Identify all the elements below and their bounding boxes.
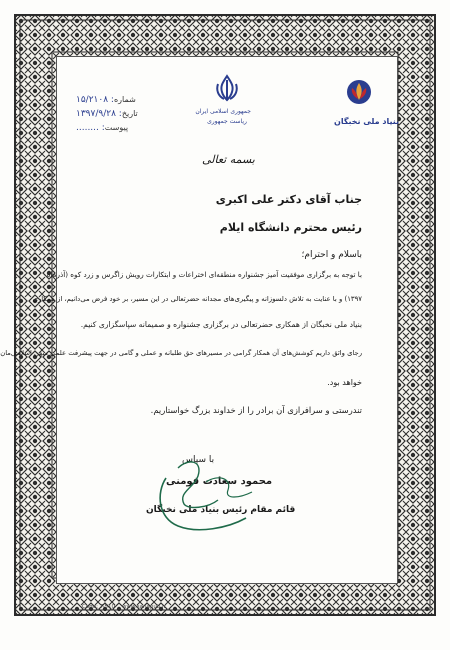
foundation-logo-icon [344, 78, 374, 112]
presidency-name: ریاست جمهوری [207, 118, 247, 125]
letter-number: شماره: ۱۵/۲۱۰۸ [76, 95, 136, 105]
signer-name: محمود سعادت فومنی [166, 476, 273, 487]
handwritten-signature [148, 448, 268, 538]
recipient-title: رئیس محترم دانشگاه ایلام [219, 221, 362, 234]
letter-attachment: پیوست: ........ [76, 123, 129, 133]
foundation-name: بنیاد ملی نخبگان [334, 117, 400, 126]
body-line-4: رجای واثق داریم کوشش‌های آن همکار گرامی در مسیر‌های حق طلبانه و عملی و گامی در جهت پیشرفت علمی میهن اسلامی‌مان [0, 349, 362, 357]
letter-date: تاریخ: ۱۳۹۷/۹/۲۸ [76, 109, 138, 119]
body-line-3: بنیاد ملی نخبگان از همکاری حضرتعالی در برگزاری جشنواره و صمیمانه سپاسگزاری کنیم. [80, 320, 362, 329]
bismillah: بسمه تعالی [202, 153, 255, 166]
footer-website: www.sanapub.ir [122, 604, 166, 610]
signer-title: قائم مقام رئیس بنیاد ملی نخبگان [146, 505, 296, 515]
republic-name: جمهوری اسلامی ایران [195, 108, 251, 115]
body-line-2: ۱۳۹۷) و با عنایت به تلاش دلسوزانه و پیگیری‌های مجدانه حضرتعالی در این مسیر، بر خود فرض می‌دانیم، از همکاری [32, 295, 362, 303]
body-line-5: خواهد بود. [327, 378, 362, 387]
closing: با سپاس [182, 455, 215, 465]
footer-code: Code: T-510 [82, 604, 116, 610]
iran-emblem-icon [214, 74, 240, 102]
greeting: باسلام و احترام؛ [301, 250, 362, 260]
recipient-name: جناب آقای دکتر علی اکبری [215, 193, 362, 206]
body-line-6: تندرستی و سرافرازی آن برادر را از خداوند بزرگ خواستاریم. [150, 405, 362, 415]
body-line-1: با توجه به برگزاری موفقیت آمیز جشنواره منطقه‌ای اختراعات و ابتکارات رویش زاگرس و زرد کوه (آذرماه [46, 270, 362, 279]
